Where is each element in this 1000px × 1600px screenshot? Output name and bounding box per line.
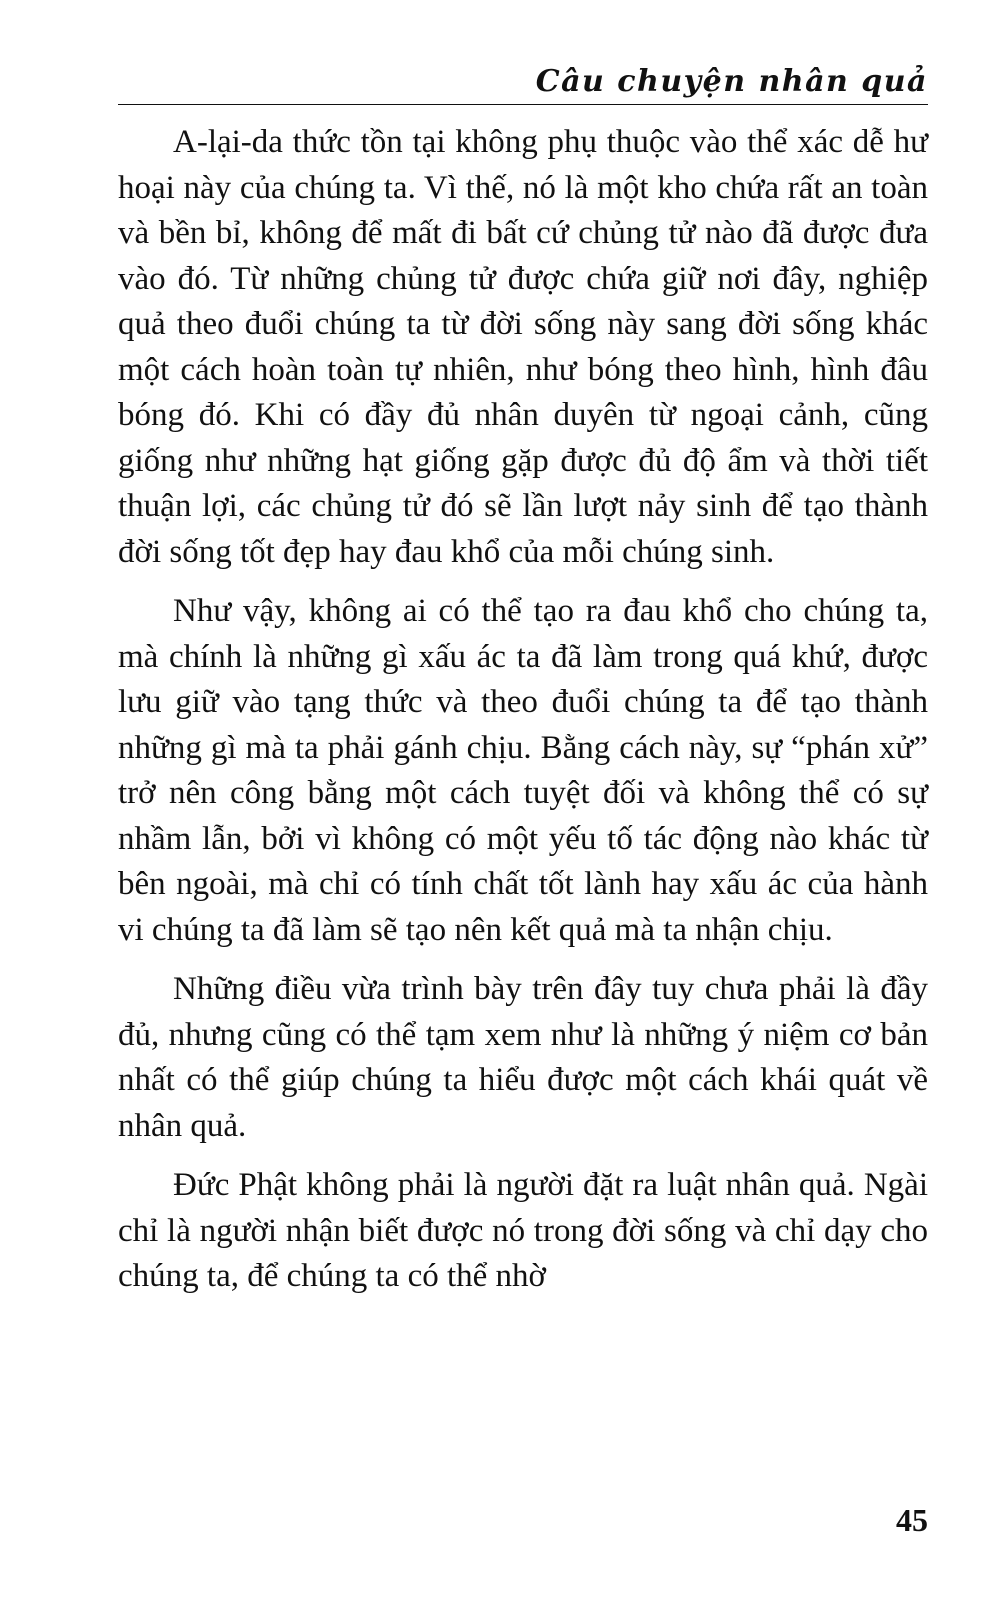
paragraph-1: A-lại-da thức tồn tại không phụ thuộc vào thể xác dễ hư hoại này của chúng ta. Vì thế, nó là một kho chứa rất an toàn và bền bỉ, không để mất đi bất cứ chủng tử nào đã được đưa vào đó. Từ những chủng tử được chứa giữ nơi đây, nghiệp quả theo đuổi chúng ta từ đời sống này sang đời sống khác một cách hoàn toàn tự nhiên, như bóng theo hình, hình đâu bóng đó. Khi có đầy đủ nhân duyên từ ngoại cảnh, cũng giống như những hạt giống gặp được đủ độ ẩm và thời tiết thuận lợi, các chủng tử đó sẽ lần lượt nảy sinh để tạo thành đời sống tốt đẹp hay đau khổ của mỗi chúng sinh. [118, 124, 928, 570]
body-text [118, 120, 928, 1314]
paragraph-3: Những điều vừa trình bày trên đây tuy chưa phải là đầy đủ, nhưng cũng có thể tạm xem như là những ý niệm cơ bản nhất có thể giúp chúng ta hiểu được một cách khái quát về nhân quả. [118, 971, 928, 1144]
page-number: 45 [896, 1502, 928, 1538]
running-header [118, 52, 928, 105]
running-title: Câu chuyện nhân quả [535, 64, 928, 99]
paragraph-4: Đức Phật không phải là người đặt ra luật nhân quả. Ngài chỉ là người nhận biết được nó trong đời sống và chỉ dạy cho chúng ta, để chúng ta có thể nhờ [118, 1167, 928, 1294]
paragraph-2: Như vậy, không ai có thể tạo ra đau khổ cho chúng ta, mà chính là những gì xấu ác ta đã làm trong quá khứ, được lưu giữ vào tạng thức và theo đuổi chúng ta để tạo thành những gì mà ta phải gánh chịu. Bằng cách này, sự “phán xử” trở nên công bằng một cách tuyệt đối và không thể có sự nhầm lẫn, bởi vì không có một yếu tố tác động nào khác từ bên ngoài, mà chỉ có tính chất tốt lành hay xấu ác của hành vi chúng ta đã làm sẽ tạo nên kết quả mà ta nhận chịu. [118, 593, 928, 948]
